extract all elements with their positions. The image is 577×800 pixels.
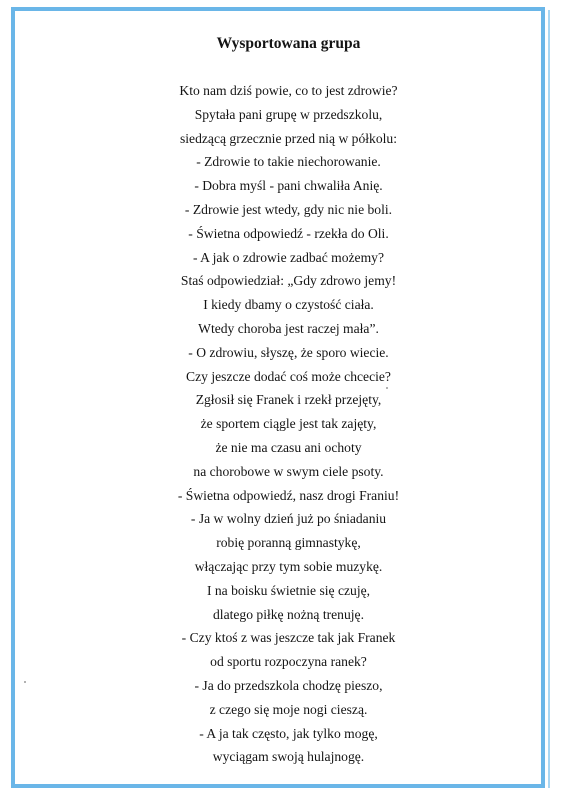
poem-line: od sportu rozpoczyna ranek? bbox=[210, 654, 367, 670]
poem-line: - Świetna odpowiedź, nasz drogi Franiu! bbox=[177, 487, 400, 503]
poem-line: że sportem ciągle jest tak zajęty, bbox=[200, 416, 377, 432]
poem-line: Staś odpowiedział: „Gdy zdrowo jemy! bbox=[180, 273, 397, 289]
poem-line: Kto nam dziś powie, co to jest zdrowie? bbox=[179, 83, 398, 98]
poem-line: - O zdrowiu, słyszę, że sporo wiecie. bbox=[188, 344, 389, 360]
poem-line: siedzącą grzecznie przed nią w półkolu: bbox=[179, 130, 397, 146]
scan-speck bbox=[386, 387, 388, 389]
poem-line: I kiedy dbamy o czystość ciała. bbox=[203, 297, 374, 313]
poem-line: - Świetna odpowiedź - rzekła do Oli. bbox=[188, 225, 389, 241]
poem-line: I na boisku świetnie się czuję, bbox=[206, 582, 371, 598]
poem-line: Zgłosił się Franek i rzekł przejęty, bbox=[195, 392, 382, 408]
scan-speck bbox=[24, 681, 26, 683]
poem-line: - Czy ktoś z was jeszcze tak jak Franek bbox=[181, 630, 396, 646]
poem-line: na chorobowe w swym ciele psoty. bbox=[193, 463, 384, 479]
poem-line: Spytała pani grupę w przedszkolu, bbox=[194, 106, 383, 122]
poem-line: - Zdrowie to takie niechorowanie. bbox=[196, 154, 381, 170]
poem-line: - Zdrowie jest wtedy, gdy nic nie boli. bbox=[184, 201, 393, 217]
poem-line: z czego się moje nogi cieszą. bbox=[209, 701, 368, 717]
poem-line: - A ja tak często, jak tylko mogę, bbox=[199, 725, 378, 741]
poem-body bbox=[0, 79, 577, 769]
poem-line: - Ja w wolny dzień już po śniadaniu bbox=[190, 511, 387, 527]
poem-line: wyciągam swoją hulajnogę. bbox=[212, 749, 365, 765]
poem-line: robię poranną gimnastykę, bbox=[216, 535, 361, 551]
poem-line: że nie ma czasu ani ochoty bbox=[215, 439, 362, 455]
poem-line: - A jak o zdrowie zadbać możemy? bbox=[193, 249, 384, 265]
poem-line: włączając przy tym sobie muzykę. bbox=[194, 558, 383, 574]
poem-line: - Ja do przedszkola chodzę pieszo, bbox=[194, 677, 383, 693]
poem-line: - Dobra myśl - pani chwaliła Anię. bbox=[194, 178, 383, 194]
poem-line: Wtedy choroba jest raczej mała”. bbox=[198, 320, 379, 336]
poem-line: Czy jeszcze dodać coś może chcecie? bbox=[186, 368, 391, 384]
poem-line: dlatego piłkę nożną trenuję. bbox=[213, 606, 364, 622]
poem-title: Wysportowana grupa bbox=[216, 35, 361, 52]
